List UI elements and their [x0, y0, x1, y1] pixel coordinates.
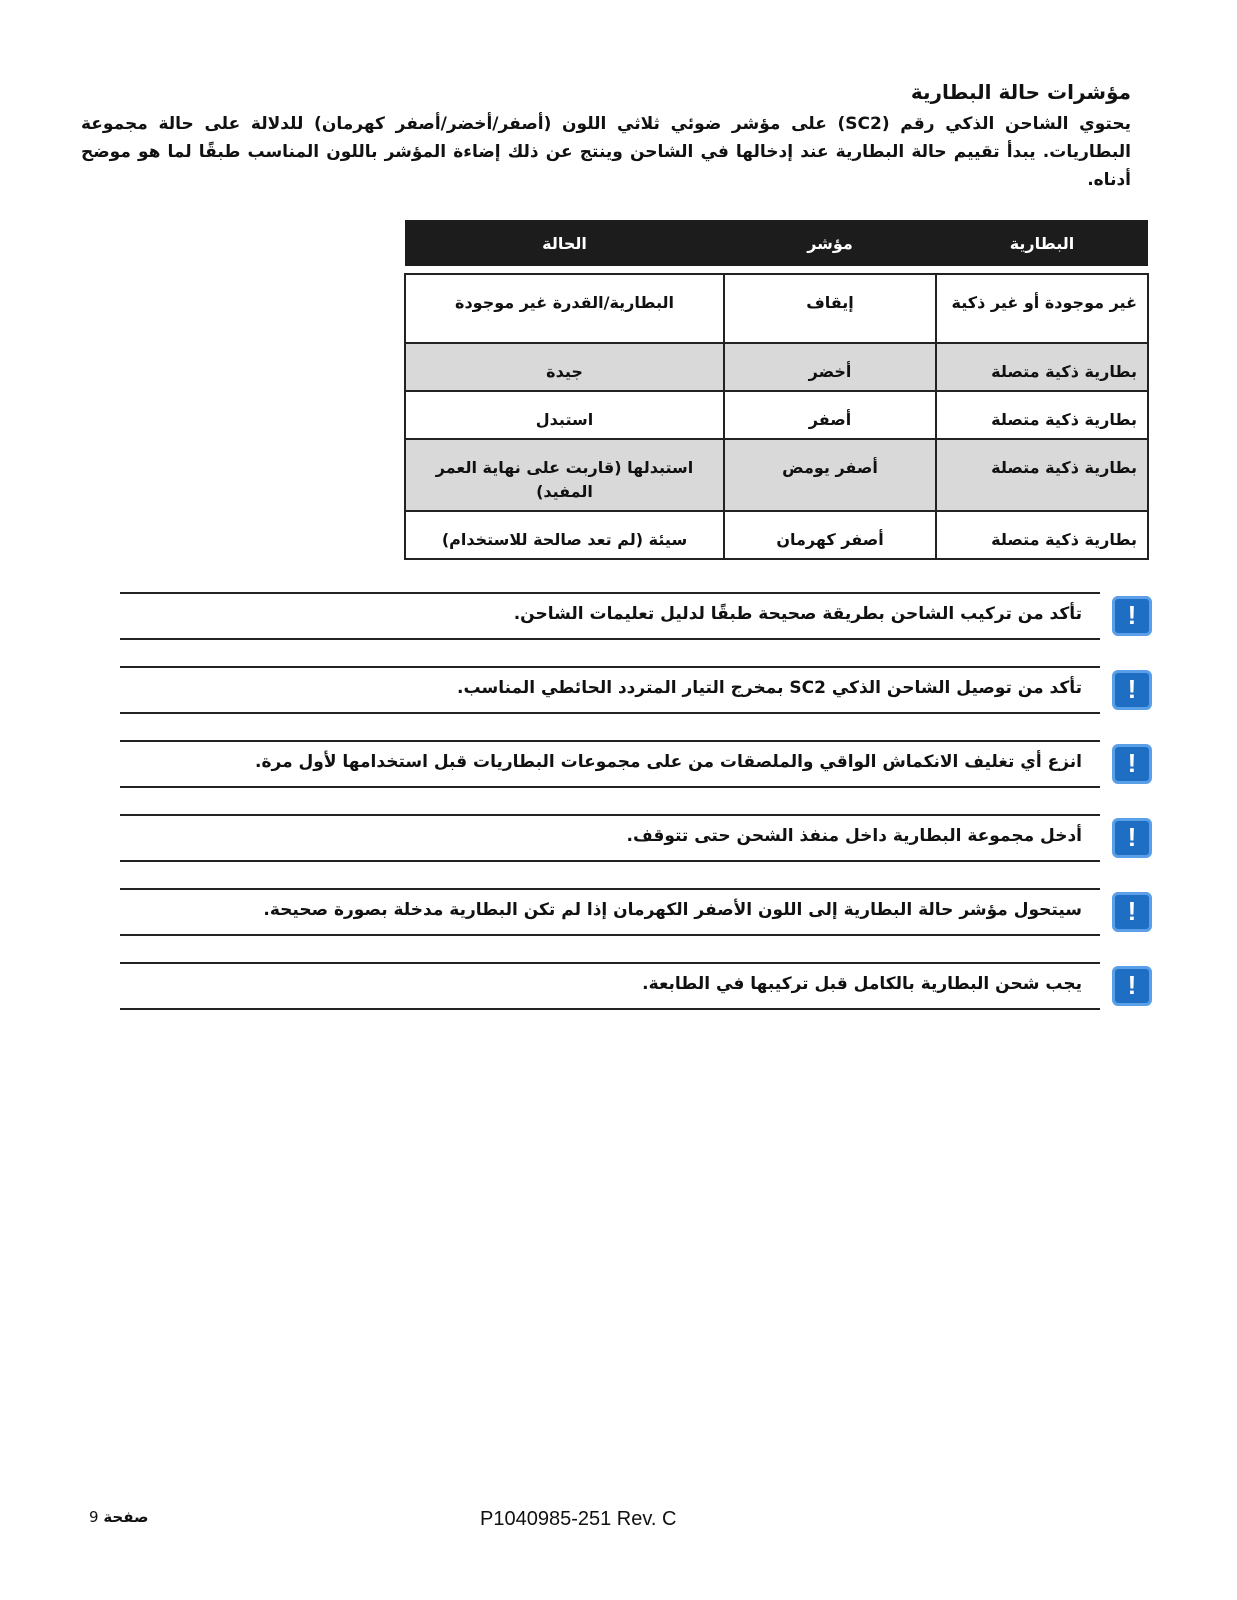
- cell-indicator: أصفر يومض: [724, 439, 936, 511]
- note-rule: [120, 888, 1100, 890]
- exclamation-icon: !: [1112, 892, 1152, 932]
- note-item: [120, 962, 1152, 1036]
- note-rule: [120, 962, 1100, 964]
- note-item: [120, 814, 1152, 888]
- note-rule: [120, 860, 1100, 862]
- cell-battery: بطارية ذكية متصلة: [936, 511, 1148, 559]
- note-rule: [120, 666, 1100, 668]
- note-item: [120, 666, 1152, 740]
- note-item: [120, 888, 1152, 962]
- table-row: [405, 274, 1148, 343]
- cell-status: سيئة (لم تعد صالحة للاستخدام): [405, 511, 724, 559]
- exclamation-icon: !: [1112, 966, 1152, 1006]
- note-rule: [120, 712, 1100, 714]
- cell-indicator: أخضر: [724, 343, 936, 391]
- table-row: [405, 391, 1148, 439]
- page-label: صفحة: [103, 1508, 149, 1526]
- page-number: [89, 1508, 157, 1526]
- note-text: سيتحول مؤشر حالة البطارية إلى اللون الأصفر الكهرمان إذا لم تكن البطارية مدخلة بصورة صحيحة.: [263, 900, 1082, 920]
- document-id: P1040985-251 Rev. C: [480, 1508, 677, 1530]
- note-rule: [120, 934, 1100, 936]
- notes-list: [120, 592, 1152, 1036]
- cell-battery: بطارية ذكية متصلة: [936, 439, 1148, 511]
- battery-status-table: [404, 220, 1149, 560]
- note-item: [120, 740, 1152, 814]
- header-indicator: مؤشر: [724, 220, 936, 266]
- note-rule: [120, 814, 1100, 816]
- note-rule: [120, 638, 1100, 640]
- note-rule: [120, 592, 1100, 594]
- cell-status: جيدة: [405, 343, 724, 391]
- exclamation-icon: !: [1112, 670, 1152, 710]
- table-header-row: [405, 220, 1148, 266]
- table-row: [405, 511, 1148, 559]
- exclamation-icon: !: [1112, 744, 1152, 784]
- table-row: [405, 439, 1148, 511]
- note-text: تأكد من تركيب الشاحن بطريقة صحيحة طبقًا لدليل تعليمات الشاحن.: [513, 604, 1082, 624]
- exclamation-icon: !: [1112, 818, 1152, 858]
- cell-status: البطارية/القدرة غير موجودة: [405, 274, 724, 343]
- cell-status: استبدل: [405, 391, 724, 439]
- table-row: [405, 343, 1148, 391]
- cell-indicator: إيقاف: [724, 274, 936, 343]
- note-rule: [120, 1008, 1100, 1010]
- cell-indicator: أصفر كهرمان: [724, 511, 936, 559]
- page-number-value: 9: [89, 1508, 99, 1526]
- note-rule: [120, 740, 1100, 742]
- cell-battery: غير موجودة أو غير ذكية: [936, 274, 1148, 343]
- note-text: أدخل مجموعة البطارية داخل منفذ الشحن حتى تتوقف.: [626, 826, 1082, 846]
- note-text: يجب شحن البطارية بالكامل قبل تركيبها في الطابعة.: [642, 974, 1082, 994]
- note-text: تأكد من توصيل الشاحن الذكي SC2 بمخرج التيار المتردد الحائطي المناسب.: [457, 678, 1082, 698]
- header-status: الحالة: [405, 220, 724, 266]
- cell-battery: بطارية ذكية متصلة: [936, 391, 1148, 439]
- note-item: [120, 592, 1152, 666]
- cell-battery: بطارية ذكية متصلة: [936, 343, 1148, 391]
- cell-status: استبدلها (قاربت على نهاية العمر المفيد): [405, 439, 724, 511]
- note-rule: [120, 786, 1100, 788]
- header-battery: البطارية: [936, 220, 1148, 266]
- exclamation-icon: !: [1112, 596, 1152, 636]
- note-text: انزع أي تغليف الانكماش الواقي والملصقات من على مجموعات البطاريات قبل استخدامها لأول مرة.: [255, 752, 1082, 772]
- section-heading: مؤشرات حالة البطارية: [910, 80, 1131, 104]
- intro-paragraph: يحتوي الشاحن الذكي رقم (SC2) على مؤشر ضوئي ثلاثي اللون (أصفر/أخضر/أصفر كهرمان) للدلالة على حالة مجموعة البطاريات. يبدأ تقييم حالة البطارية عند إدخالها في الشاحن وينتج عن ذلك إضاءة المؤشر باللون المناسب طبقًا لما هو موضح أدناه.: [81, 114, 1131, 190]
- cell-indicator: أصفر: [724, 391, 936, 439]
